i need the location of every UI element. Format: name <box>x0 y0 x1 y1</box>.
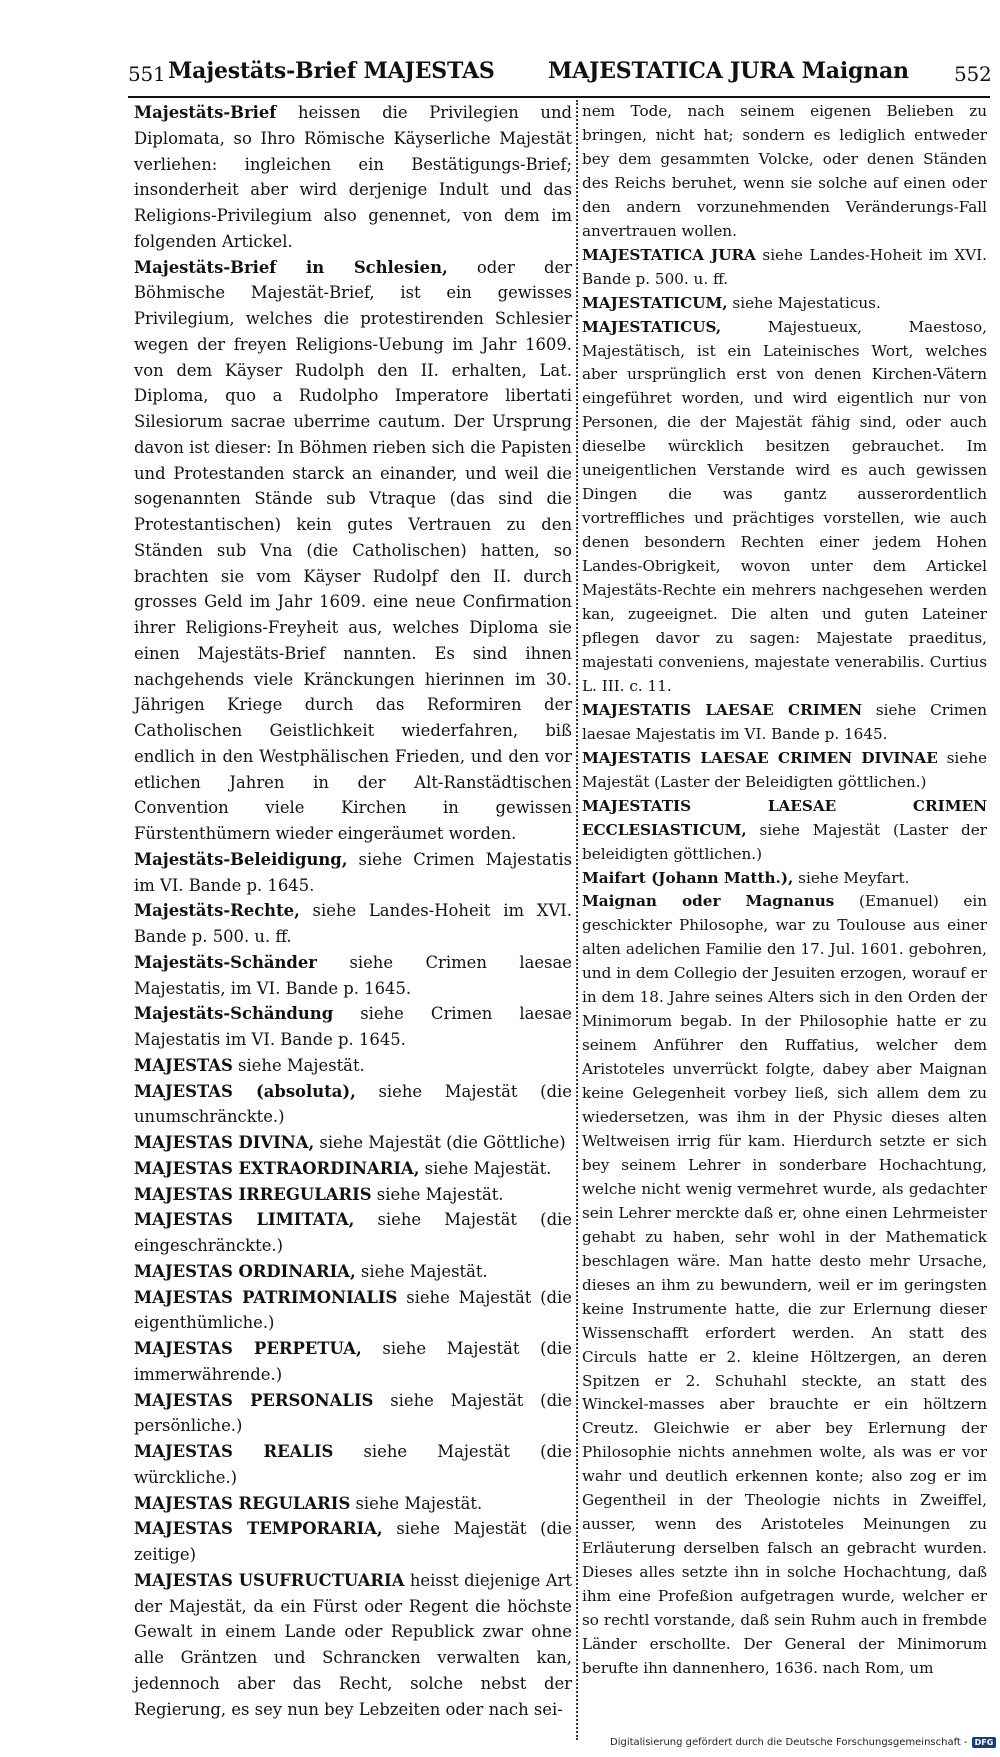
dictionary-entry <box>134 1001 572 1053</box>
entry-lemma: MAJESTAS USUFRUCTUARIA <box>134 1570 405 1590</box>
entry-lemma: Majestäts-Beleidigung, <box>134 849 348 869</box>
dictionary-entry <box>134 1130 572 1156</box>
dictionary-entry <box>134 1079 572 1131</box>
entry-text: heisst diejenige Art der Majestät, da ein Fürst oder Regent die höchste Gewalt in einem Lande oder Republick zwar ohne alle Gräntzen und Schrancken verwalten kan, jedennoch aber das Recht, solche nebst der Regierung, es sey nun bey Lebzeiten oder nach sei- <box>134 1570 572 1719</box>
entry-text: Majestueux, Maestoso, Majestätisch, ist ein Lateinisches Wort, welches aber ursprünglich erst von denen Kirchen-Vätern eingeführet worden, und wird eigentlich nur von Personen, die der Majestät fähig sind, oder auch dieselbe würcklich besitzen gebrauchet. Im uneigentlichen Verstande wird es auch gewissen Dingen die was gantz ausserordentlich vortreffliches und prächtiges vorstellen, wie auch denen besondern Rechten einer jedem Hohen Landes-Obrigkeit, wovon unter dem Artickel Majestäts-Rechte ein mehrers nachgesehen werden kan, zugeeignet. Die alten und guten Lateiner pflegen davor zu sagen: Majestate praeditus, majestati conveniens, majestate venerabilis. Curtius L. III. c. 11. <box>582 317 987 695</box>
entry-text: siehe Majestät. <box>355 1493 483 1513</box>
entry-text: siehe Majestät (die würckliche.) <box>134 1442 572 1487</box>
entry-text: siehe Majestät (die persönliche.) <box>134 1390 572 1436</box>
entry-text: siehe Crimen Majestatis im VI. Bande p. 1645. <box>134 849 573 895</box>
entry-lemma: MAJESTAS ORDINARIA, <box>134 1261 356 1281</box>
entry-lemma: MAJESTATIS LAESAE CRIMEN DIVINAE <box>582 748 938 767</box>
entry-text: siehe Majestät (die Göttliche) <box>319 1133 566 1152</box>
entry-text: siehe Majestät (die unumschränckte.) <box>134 1081 572 1127</box>
entry-text: nem Tode, nach seinem eigenen Belieben zu bringen, nicht hat; sondern es lediglich entweder bey dem gesammten Volcke, oder denen Ständen des Reichs beruhet, wenn sie solche auf einen oder den andern vorzunehmenden Veränderungs-Fall anvertrauen wollen. <box>582 102 987 240</box>
entry-text: siehe Majestät. <box>360 1261 488 1281</box>
dictionary-entry <box>582 316 987 699</box>
dictionary-entry <box>582 890 987 1680</box>
entry-text: siehe Meyfart. <box>798 868 910 887</box>
left-page-number: 551 <box>128 62 166 86</box>
entry-lemma: MAJESTATICA JURA <box>582 245 756 264</box>
dictionary-entry <box>134 1156 572 1182</box>
dictionary-entry <box>582 867 987 891</box>
dictionary-entry <box>134 847 572 899</box>
entry-lemma: MAJESTAS PERPETUA, <box>134 1339 362 1358</box>
entry-lemma: Majestäts-Brief in Schlesien, <box>134 257 448 277</box>
entry-lemma: MAJESTAS REGULARIS <box>134 1493 351 1513</box>
column-divider <box>576 100 578 1740</box>
entry-text: siehe Majestät (Laster der Beleidigten göttlichen.) <box>582 748 988 791</box>
entry-lemma: MAJESTATIS LAESAE CRIMEN ECCLESIASTICUM, <box>582 796 987 839</box>
entry-lemma: MAJESTAS REALIS <box>134 1442 334 1461</box>
entry-lemma: MAJESTATICUM, <box>582 293 728 312</box>
entry-lemma: MAJESTAS IRREGULARIS <box>134 1184 372 1204</box>
header-rule <box>128 96 990 98</box>
dictionary-entry <box>134 898 572 950</box>
dictionary-entry <box>134 1388 572 1440</box>
entry-lemma: MAJESTAS DIVINA, <box>134 1133 315 1152</box>
entry-lemma: MAJESTAS LIMITATA, <box>134 1210 355 1230</box>
dictionary-entry <box>582 292 987 316</box>
entry-text: siehe Landes-Hoheit im XVI. Bande p. 500. u. ff. <box>582 245 988 288</box>
entry-text: siehe Majestät. <box>238 1055 365 1075</box>
entry-text: heissen die Privilegien und Diplomata, so Ihro Römische Käyserliche Majestät verliehen: ingleichen ein Bestätigungs-Brief; insonderheit aber wird derjenige Indult und das Religions-Privilegium also genennet, von dem im folgenden Artickel. <box>134 103 572 251</box>
dictionary-entry <box>582 795 987 867</box>
entry-lemma: MAJESTAS PERSONALIS <box>134 1390 374 1410</box>
entry-text: oder der Böhmische Majestät-Brief, ist ein gewisses Privilegium, welches die protestirenden Schlesier wegen der freyen Religions-Uebung im Jahr 1609. von dem Käyser Rudolph den II. erhalten, Lat. Diploma, quo a Rudolpho Imperatore libertati Silesiorum sacrae uberrime cautum. Der Ursprung davon ist dieser: In Böhmen rieben sich die Papisten und Protestanden starck an einander, und weil die sogenannten Stände sub Vtraque (das sind die Protestantischen) kein gutes Vertrauen zu den Ständen sub Vna (die Catholischen) hatten, so brachten sie vom Käyser Rudolpf den II. durch grosses Geld im Jahr 1609. eine neue Confirmation ihrer Religions-Freyheit aus, welches Diploma sie einen Majestäts-Brief nannten. Es sind ihnen nachgehends viele Kränckungen hierinnen im 30. Jährigen Kriege durch das Reformiren der Catholischen Geistlichkeit wiederfahren, biß endlich in den Westphälischen Frieden, und den vor etlichen Jahren in der Alt-Ranstädtischen Convention viele Kirchen in gewissen Fürstenthümern wieder eingeräumet worden. <box>134 257 572 843</box>
dfg-logo-badge: DFG <box>972 1737 997 1748</box>
entry-lemma: Maignan oder Magnanus <box>582 892 835 911</box>
entry-text: siehe Landes-Hoheit im XVI. Bande p. 500. u. ff. <box>134 901 572 946</box>
entry-text: siehe Majestaticus. <box>732 293 881 312</box>
dictionary-entry <box>134 1259 572 1285</box>
entry-text: siehe Majestät (die zeitige) <box>134 1519 572 1564</box>
right-column <box>582 100 987 1681</box>
dictionary-entry <box>134 1182 572 1208</box>
entry-lemma: MAJESTAS EXTRAORDINARIA, <box>134 1158 420 1178</box>
entry-lemma: MAJESTAS PATRIMONIALIS <box>134 1287 398 1307</box>
entry-lemma: Maifart (Johann Matth.), <box>582 868 794 887</box>
dictionary-entry <box>134 1516 572 1568</box>
running-header <box>128 58 990 92</box>
entry-text: siehe Majestät. <box>424 1158 552 1178</box>
entry-text: siehe Crimen laesae Majestatis, im VI. Bande p. 1645. <box>134 952 573 998</box>
right-running-head: MAJESTATICA JURA Maignan <box>548 58 909 84</box>
dictionary-entry <box>134 950 572 1002</box>
entry-text: siehe Majestät (die eingeschränckte.) <box>134 1210 572 1255</box>
left-column <box>134 100 572 1722</box>
dictionary-entry <box>582 244 987 292</box>
entry-text: siehe Majestät. <box>376 1184 504 1204</box>
entry-lemma: MAJESTAS TEMPORARIA, <box>134 1519 383 1539</box>
entry-lemma: Majestäts-Brief <box>134 103 277 122</box>
entry-lemma: MAJESTAS <box>134 1055 233 1075</box>
entry-lemma: MAJESTATIS LAESAE CRIMEN <box>582 700 863 719</box>
dictionary-entry <box>134 1439 572 1491</box>
dictionary-entry <box>582 100 987 244</box>
entry-text: siehe Majestät (die immerwährende.) <box>134 1339 572 1384</box>
dictionary-entry <box>134 1491 572 1517</box>
entry-lemma: Majestäts-Rechte, <box>134 901 300 921</box>
right-page-number: 552 <box>954 62 992 86</box>
entry-text: siehe Crimen laesae Majestatis im VI. Bande p. 1645. <box>582 700 987 743</box>
left-running-head: Majestäts-Brief MAJESTAS <box>168 58 495 84</box>
dictionary-entry <box>134 255 572 847</box>
dictionary-entry <box>134 1285 572 1337</box>
dictionary-entry <box>134 1568 572 1723</box>
dictionary-entry <box>134 100 572 255</box>
entry-lemma: Majestäts-Schändung <box>134 1004 334 1024</box>
dictionary-entry <box>582 747 987 795</box>
entry-text: siehe Majestät (Laster der beleidigten göttlichen.) <box>582 820 987 863</box>
entry-text: siehe Majestät (die eigenthümliche.) <box>134 1287 572 1333</box>
dictionary-entry <box>134 1207 572 1259</box>
dictionary-entry <box>582 699 987 747</box>
entry-lemma: MAJESTATICUS, <box>582 317 722 336</box>
entry-text: siehe Crimen laesae Majestatis im VI. Bande p. 1645. <box>134 1004 573 1049</box>
footer-credit <box>610 1737 996 1748</box>
entry-text: (Emanuel) ein geschickter Philosophe, war zu Toulouse aus einer alten adelichen Familie den 17. Jul. 1601. gebohren, und in dem Collegio der Jesuiten erzogen, worauf er in dem 18. Jahre seines Alters sich in den Orden der Minimorum begab. In der Philosophie hatte er zu seinem Anführer den Ruffatius, welcher dem Aristoteles unverrückt folgte, dabey aber Maignan keine Gelegenheit vorbey ließ, sich allem dem zu wiedersetzen, was ihm in der Physic dieses alten Weltweisen irrig für kam. Hierdurch setzte er sich bey seinem Lehrer in sonderbare Hochachtung, welche nicht wenig vermehret wurde, als gedachter sein Lehrer merckte daß er, ohne einen Lehrmeister gehabt zu haben, sehr wohl in der Mathematick beschlagen wäre. Man hatte desto mehr Ursache, dieses an ihm zu bewundern, weil er im geringsten keine Instrumente hatte, die zur Erlernung dieser Wissenschafft erfordert werden. An statt des Circuls hatte er 2. kleine Höltzergen, an deren Spitzen er 2. Schuhahl steckte, an statt des Winckel-masses aber brauchte er ein höltzern Creutz. Gleichwie er aber bey Erlernung der Philosophie nichts annehmen wolte, als was er vor wahr und deutlich erkennen konte; also zog er im Gegentheil in der Theologie nichts in Zweiffel, ausser, wenn des Aristoteles Meinungen zu Erläuterung derselben falsch an gebracht wurden. Dieses alles setzte ihn in solche Hochachtung, daß ihm eine Profeßion aufgetragen wurde, welcher er so rechtl vorstande, daß sein Ruhm auch in frembde Länder erschollte. Der General der Minimorum berufte ihn dannenhero, 1636. nach Rom, um <box>582 892 987 1677</box>
entry-lemma: MAJESTAS (absoluta), <box>134 1081 356 1101</box>
dictionary-entry <box>134 1336 572 1388</box>
dictionary-entry <box>134 1053 572 1079</box>
footer-text: Digitalisierung gefördert durch die Deutsche Forschungsgemeinschaft - <box>610 1737 968 1748</box>
entry-lemma: Majestäts-Schänder <box>134 952 317 972</box>
